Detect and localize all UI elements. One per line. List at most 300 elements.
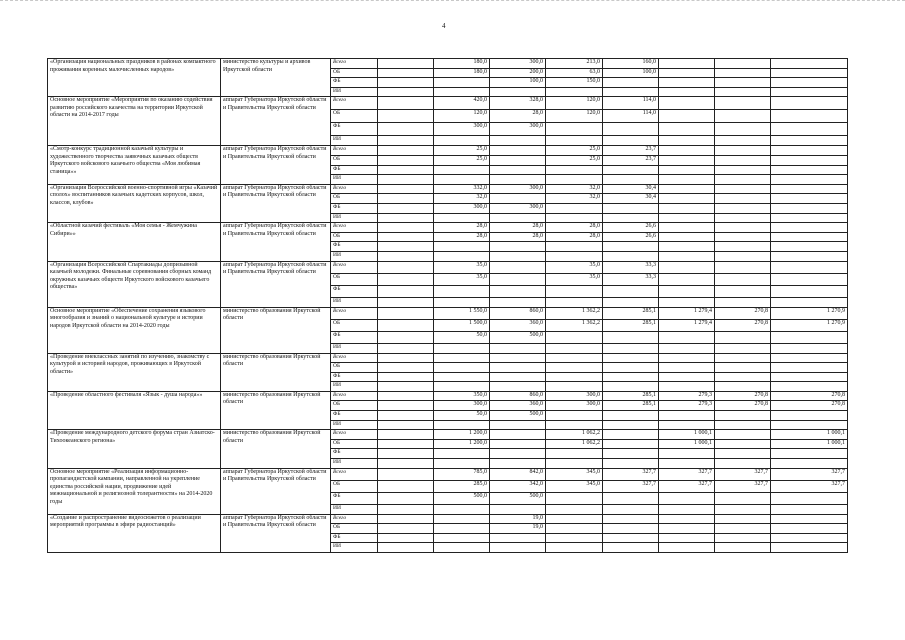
funding-source: ИИ [331, 504, 378, 514]
amount-cell: 285,1 [603, 391, 659, 401]
amount-cell [378, 439, 434, 449]
funding-source: Всего [331, 391, 378, 401]
amount-cell [434, 78, 490, 88]
amount-cell: 35,0 [434, 261, 490, 273]
amount-cell [434, 420, 490, 430]
amount-cell [659, 353, 715, 363]
amount-cell [490, 165, 546, 175]
amount-cell [490, 146, 546, 156]
activity-name: Основное мероприятие «Мероприятия по оказанию содействия развитию российского казачества на территории Иркутской области на 2014-2017 годы [48, 97, 221, 146]
amount-cell [715, 242, 771, 252]
amount-cell: 19,0 [490, 514, 546, 524]
amount-cell [378, 459, 434, 469]
amount-cell [490, 251, 546, 261]
amount-cell: 270,8 [715, 319, 771, 331]
amount-cell [771, 184, 848, 194]
amount-cell: 279,3 [659, 401, 715, 411]
amount-cell [546, 411, 603, 421]
amount-cell: 1 270,9 [771, 307, 848, 319]
funding-source: Всего [331, 468, 378, 480]
amount-cell: 285,1 [603, 319, 659, 331]
amount-cell [715, 514, 771, 524]
amount-cell [434, 449, 490, 459]
amount-cell [771, 504, 848, 514]
activity-name: «Создание и распространение видеосюжетов о реализации мероприятий программы в эфире радиостанций» [48, 514, 221, 552]
amount-cell [490, 459, 546, 469]
amount-cell [490, 533, 546, 543]
funding-source: ФБ [331, 372, 378, 382]
funding-source: ФБ [331, 411, 378, 421]
amount-cell [771, 492, 848, 504]
amount-cell [715, 251, 771, 261]
amount-cell [603, 213, 659, 223]
amount-cell [490, 213, 546, 223]
amount-cell [378, 391, 434, 401]
amount-cell [434, 372, 490, 382]
amount-cell: 500,0 [434, 492, 490, 504]
table-row [48, 307, 848, 319]
amount-cell [659, 411, 715, 421]
amount-cell [715, 420, 771, 430]
executor: аппарат Губернатора Иркутской области и Правительства Иркутской области [221, 146, 331, 184]
amount-cell [603, 533, 659, 543]
activity-name: «Организация Всероссийской Спартакиады допризывной казачьей молодежи. Финальные соревнования сборных команд окружных казачьих обществ Иркутского войскового казачьего общества» [48, 261, 221, 307]
amount-cell [434, 136, 490, 146]
amount-cell [603, 331, 659, 343]
amount-cell: 25,0 [546, 155, 603, 165]
amount-cell [715, 372, 771, 382]
amount-cell [490, 273, 546, 285]
amount-cell: 345,0 [546, 468, 603, 480]
amount-cell [603, 353, 659, 363]
amount-cell [715, 273, 771, 285]
amount-cell: 860,0 [490, 307, 546, 319]
amount-cell [546, 213, 603, 223]
amount-cell: 350,0 [434, 391, 490, 401]
amount-cell [771, 87, 848, 97]
amount-cell [715, 524, 771, 534]
amount-cell [546, 459, 603, 469]
amount-cell [490, 363, 546, 373]
table-row [48, 184, 848, 194]
amount-cell [490, 155, 546, 165]
amount-cell [434, 353, 490, 363]
amount-cell [659, 331, 715, 343]
funding-source: Всего [331, 353, 378, 363]
amount-cell [546, 514, 603, 524]
amount-cell: 35,0 [546, 261, 603, 273]
funding-source: ИИ [331, 543, 378, 553]
amount-cell [715, 203, 771, 213]
funding-source: ФБ [331, 285, 378, 297]
amount-cell: 1 279,4 [659, 319, 715, 331]
amount-cell [771, 533, 848, 543]
amount-cell: 1 200,0 [434, 430, 490, 440]
amount-cell [490, 343, 546, 353]
amount-cell [659, 492, 715, 504]
amount-cell [659, 504, 715, 514]
amount-cell [603, 411, 659, 421]
funding-source: ИИ [331, 136, 378, 146]
amount-cell: 180,0 [434, 68, 490, 78]
funding-source: ФБ [331, 492, 378, 504]
funding-source: Всего [331, 59, 378, 69]
executor: аппарат Губернатора Иркутской области и Правительства Иркутской области [221, 223, 331, 261]
amount-cell: 270,8 [715, 391, 771, 401]
budget-table [47, 58, 848, 553]
amount-cell [546, 449, 603, 459]
amount-cell [771, 353, 848, 363]
table-row [48, 430, 848, 440]
funding-source: ФБ [331, 203, 378, 213]
executor: аппарат Губернатора Иркутской области и Правительства Иркутской области [221, 261, 331, 307]
amount-cell [771, 331, 848, 343]
amount-cell: 342,0 [490, 480, 546, 492]
amount-cell [378, 285, 434, 297]
amount-cell [378, 232, 434, 242]
amount-cell [434, 514, 490, 524]
amount-cell [490, 87, 546, 97]
amount-cell: 120,0 [434, 110, 490, 123]
activity-name: «Проведение международного детского форума стран Азиатско-Тихоокеанского региона» [48, 430, 221, 468]
executor: министерство культуры и архивов Иркутской области [221, 59, 331, 97]
activity-name: «Областной казачий фестиваль «Моя семья - Жемчужина Сибири»» [48, 223, 221, 261]
amount-cell [378, 87, 434, 97]
amount-cell [715, 194, 771, 204]
amount-cell [659, 203, 715, 213]
table-row [48, 97, 848, 110]
amount-cell [490, 449, 546, 459]
amount-cell [378, 251, 434, 261]
amount-cell [603, 297, 659, 307]
amount-cell: 30,4 [603, 194, 659, 204]
executor: министерство образования Иркутской области [221, 391, 331, 429]
amount-cell [715, 297, 771, 307]
amount-cell [659, 363, 715, 373]
amount-cell: 28,0 [490, 223, 546, 233]
amount-cell [603, 459, 659, 469]
funding-source: Всего [331, 223, 378, 233]
amount-cell [659, 297, 715, 307]
amount-cell [659, 459, 715, 469]
amount-cell [378, 420, 434, 430]
amount-cell [659, 449, 715, 459]
amount-cell [490, 439, 546, 449]
amount-cell [659, 343, 715, 353]
amount-cell [378, 382, 434, 392]
amount-cell [771, 543, 848, 553]
amount-cell [603, 343, 659, 353]
amount-cell: 35,0 [434, 273, 490, 285]
amount-cell [378, 331, 434, 343]
amount-cell [546, 136, 603, 146]
executor: министерство образования Иркутской области [221, 353, 331, 391]
amount-cell: 327,7 [659, 468, 715, 480]
amount-cell [603, 382, 659, 392]
amount-cell [715, 97, 771, 110]
amount-cell [715, 363, 771, 373]
amount-cell [715, 533, 771, 543]
amount-cell [434, 242, 490, 252]
amount-cell [715, 543, 771, 553]
amount-cell: 160,0 [603, 59, 659, 69]
amount-cell [546, 543, 603, 553]
funding-source: ОБ [331, 110, 378, 123]
amount-cell [715, 123, 771, 136]
amount-cell [715, 353, 771, 363]
amount-cell [771, 411, 848, 421]
funding-source: Всего [331, 307, 378, 319]
amount-cell [659, 273, 715, 285]
amount-cell [659, 514, 715, 524]
amount-cell [771, 223, 848, 233]
amount-cell [378, 297, 434, 307]
amount-cell [659, 78, 715, 88]
amount-cell [378, 343, 434, 353]
funding-source: Всего [331, 430, 378, 440]
amount-cell: 23,7 [603, 146, 659, 156]
amount-cell: 500,0 [490, 492, 546, 504]
amount-cell [659, 146, 715, 156]
amount-cell [659, 155, 715, 165]
amount-cell [546, 242, 603, 252]
amount-cell [771, 524, 848, 534]
amount-cell: 23,7 [603, 155, 659, 165]
amount-cell [771, 175, 848, 185]
amount-cell: 1 270,9 [771, 319, 848, 331]
funding-source: ОБ [331, 439, 378, 449]
executor: аппарат Губернатора Иркутской области и Правительства Иркутской области [221, 184, 331, 222]
amount-cell [603, 285, 659, 297]
funding-source: Всего [331, 514, 378, 524]
amount-cell: 500,0 [490, 331, 546, 343]
amount-cell [546, 504, 603, 514]
amount-cell: 270,8 [771, 401, 848, 411]
amount-cell: 30,4 [603, 184, 659, 194]
amount-cell [434, 251, 490, 261]
amount-cell [378, 184, 434, 194]
amount-cell [378, 136, 434, 146]
funding-source: ИИ [331, 213, 378, 223]
amount-cell [771, 297, 848, 307]
activity-name: Основное мероприятие «Реализация информационно-пропагандистской кампании, направленной на укрепление единства российской нации, продвижение идей межнациональной и религиозной толерантности» на 2014-2020 годы [48, 468, 221, 514]
amount-cell [546, 420, 603, 430]
amount-cell [490, 353, 546, 363]
amount-cell: 345,0 [546, 480, 603, 492]
amount-cell [490, 136, 546, 146]
amount-cell: 26,6 [603, 232, 659, 242]
amount-cell [715, 343, 771, 353]
executor: министерство образования Иркутской области [221, 430, 331, 468]
amount-cell [546, 533, 603, 543]
funding-source: ФБ [331, 78, 378, 88]
amount-cell [715, 232, 771, 242]
amount-cell [603, 78, 659, 88]
funding-source: ФБ [331, 533, 378, 543]
amount-cell [603, 504, 659, 514]
amount-cell: 114,0 [603, 97, 659, 110]
amount-cell [603, 251, 659, 261]
amount-cell [715, 285, 771, 297]
amount-cell: 19,0 [490, 524, 546, 534]
amount-cell [771, 285, 848, 297]
amount-cell [659, 184, 715, 194]
amount-cell: 300,0 [546, 391, 603, 401]
activity-name: «Проведение внеклассных занятий по изучению, знакомству с культурой и историей народов, проживающих в Иркутской области» [48, 353, 221, 391]
amount-cell [378, 449, 434, 459]
table-row [48, 223, 848, 233]
funding-source: ОБ [331, 363, 378, 373]
funding-source: ОБ [331, 68, 378, 78]
amount-cell [715, 165, 771, 175]
amount-cell: 25,0 [434, 155, 490, 165]
amount-cell: 270,8 [771, 391, 848, 401]
activity-name: Основное мероприятие «Обеспечение сохранения языкового многообразия и знаний о национальной культуре и истории народов Иркутской области на 2014-2020 годы [48, 307, 221, 353]
amount-cell [715, 439, 771, 449]
amount-cell [715, 382, 771, 392]
amount-cell [378, 514, 434, 524]
executor: аппарат Губернатора Иркутской области и Правительства Иркутской области [221, 97, 331, 146]
amount-cell: 1 000,1 [659, 430, 715, 440]
amount-cell: 1 362,2 [546, 319, 603, 331]
funding-source: Всего [331, 184, 378, 194]
amount-cell [378, 261, 434, 273]
amount-cell: 285,1 [603, 401, 659, 411]
amount-cell [378, 480, 434, 492]
amount-cell [378, 533, 434, 543]
amount-cell [659, 261, 715, 273]
amount-cell [490, 261, 546, 273]
amount-cell [659, 242, 715, 252]
amount-cell [659, 59, 715, 69]
amount-cell [378, 59, 434, 69]
amount-cell [715, 449, 771, 459]
amount-cell [771, 459, 848, 469]
amount-cell [378, 78, 434, 88]
amount-cell [546, 251, 603, 261]
amount-cell [546, 87, 603, 97]
amount-cell [378, 307, 434, 319]
amount-cell: 327,7 [771, 480, 848, 492]
funding-source: ОБ [331, 524, 378, 534]
amount-cell: 327,7 [603, 480, 659, 492]
amount-cell [378, 213, 434, 223]
amount-cell: 300,0 [490, 184, 546, 194]
amount-cell [603, 372, 659, 382]
funding-source: ФБ [331, 242, 378, 252]
funding-source: ИИ [331, 175, 378, 185]
funding-source: ОБ [331, 401, 378, 411]
amount-cell: 63,0 [546, 68, 603, 78]
amount-cell [659, 285, 715, 297]
amount-cell [603, 363, 659, 373]
amount-cell [659, 97, 715, 110]
executor: аппарат Губернатора Иркутской области и Правительства Иркутской области [221, 468, 331, 514]
funding-source: ИИ [331, 297, 378, 307]
amount-cell [378, 155, 434, 165]
amount-cell [603, 87, 659, 97]
amount-cell: 26,6 [603, 223, 659, 233]
amount-cell [771, 382, 848, 392]
amount-cell [715, 78, 771, 88]
amount-cell: 327,7 [715, 468, 771, 480]
amount-cell [434, 524, 490, 534]
amount-cell: 327,7 [715, 480, 771, 492]
amount-cell [659, 175, 715, 185]
amount-cell: 28,0 [490, 110, 546, 123]
amount-cell [434, 343, 490, 353]
table-row [48, 353, 848, 363]
amount-cell: 327,7 [771, 468, 848, 480]
funding-source: ИИ [331, 343, 378, 353]
table-row [48, 514, 848, 524]
amount-cell [771, 59, 848, 69]
amount-cell [378, 110, 434, 123]
amount-cell [659, 213, 715, 223]
amount-cell [715, 492, 771, 504]
amount-cell [771, 123, 848, 136]
amount-cell [378, 411, 434, 421]
amount-cell [378, 430, 434, 440]
amount-cell [378, 165, 434, 175]
amount-cell [771, 514, 848, 524]
amount-cell [603, 203, 659, 213]
amount-cell [546, 203, 603, 213]
amount-cell: 1 550,0 [434, 307, 490, 319]
amount-cell: 33,3 [603, 273, 659, 285]
amount-cell [378, 492, 434, 504]
amount-cell: 285,0 [434, 480, 490, 492]
amount-cell [771, 155, 848, 165]
amount-cell [771, 363, 848, 373]
funding-source: Всего [331, 97, 378, 110]
amount-cell: 120,0 [546, 97, 603, 110]
amount-cell [603, 242, 659, 252]
amount-cell [603, 543, 659, 553]
amount-cell: 1 000,1 [771, 430, 848, 440]
amount-cell [546, 175, 603, 185]
amount-cell [434, 297, 490, 307]
amount-cell [715, 146, 771, 156]
amount-cell: 420,0 [434, 97, 490, 110]
amount-cell [659, 165, 715, 175]
activity-name: «Смотр-конкурс традиционной казачьей культуры и художественного творчества заявочных казачьих обществ Иркутского войскового казачьего общества «Моя любимая станица»» [48, 146, 221, 184]
amount-cell [546, 123, 603, 136]
amount-cell [378, 353, 434, 363]
table-row [48, 146, 848, 156]
amount-cell [546, 524, 603, 534]
amount-cell [546, 343, 603, 353]
amount-cell: 114,0 [603, 110, 659, 123]
amount-cell: 1 000,1 [771, 439, 848, 449]
amount-cell [546, 331, 603, 343]
amount-cell [603, 175, 659, 185]
amount-cell [771, 97, 848, 110]
amount-cell: 100,0 [490, 78, 546, 88]
amount-cell [603, 492, 659, 504]
amount-cell: 842,0 [490, 468, 546, 480]
page-number: 4 [442, 22, 446, 30]
amount-cell [771, 146, 848, 156]
amount-cell [659, 382, 715, 392]
amount-cell [771, 213, 848, 223]
executor: министерство образования Иркутской области [221, 307, 331, 353]
amount-cell [490, 382, 546, 392]
amount-cell [434, 285, 490, 297]
table-row [48, 59, 848, 69]
amount-cell [603, 514, 659, 524]
funding-source: ФБ [331, 331, 378, 343]
